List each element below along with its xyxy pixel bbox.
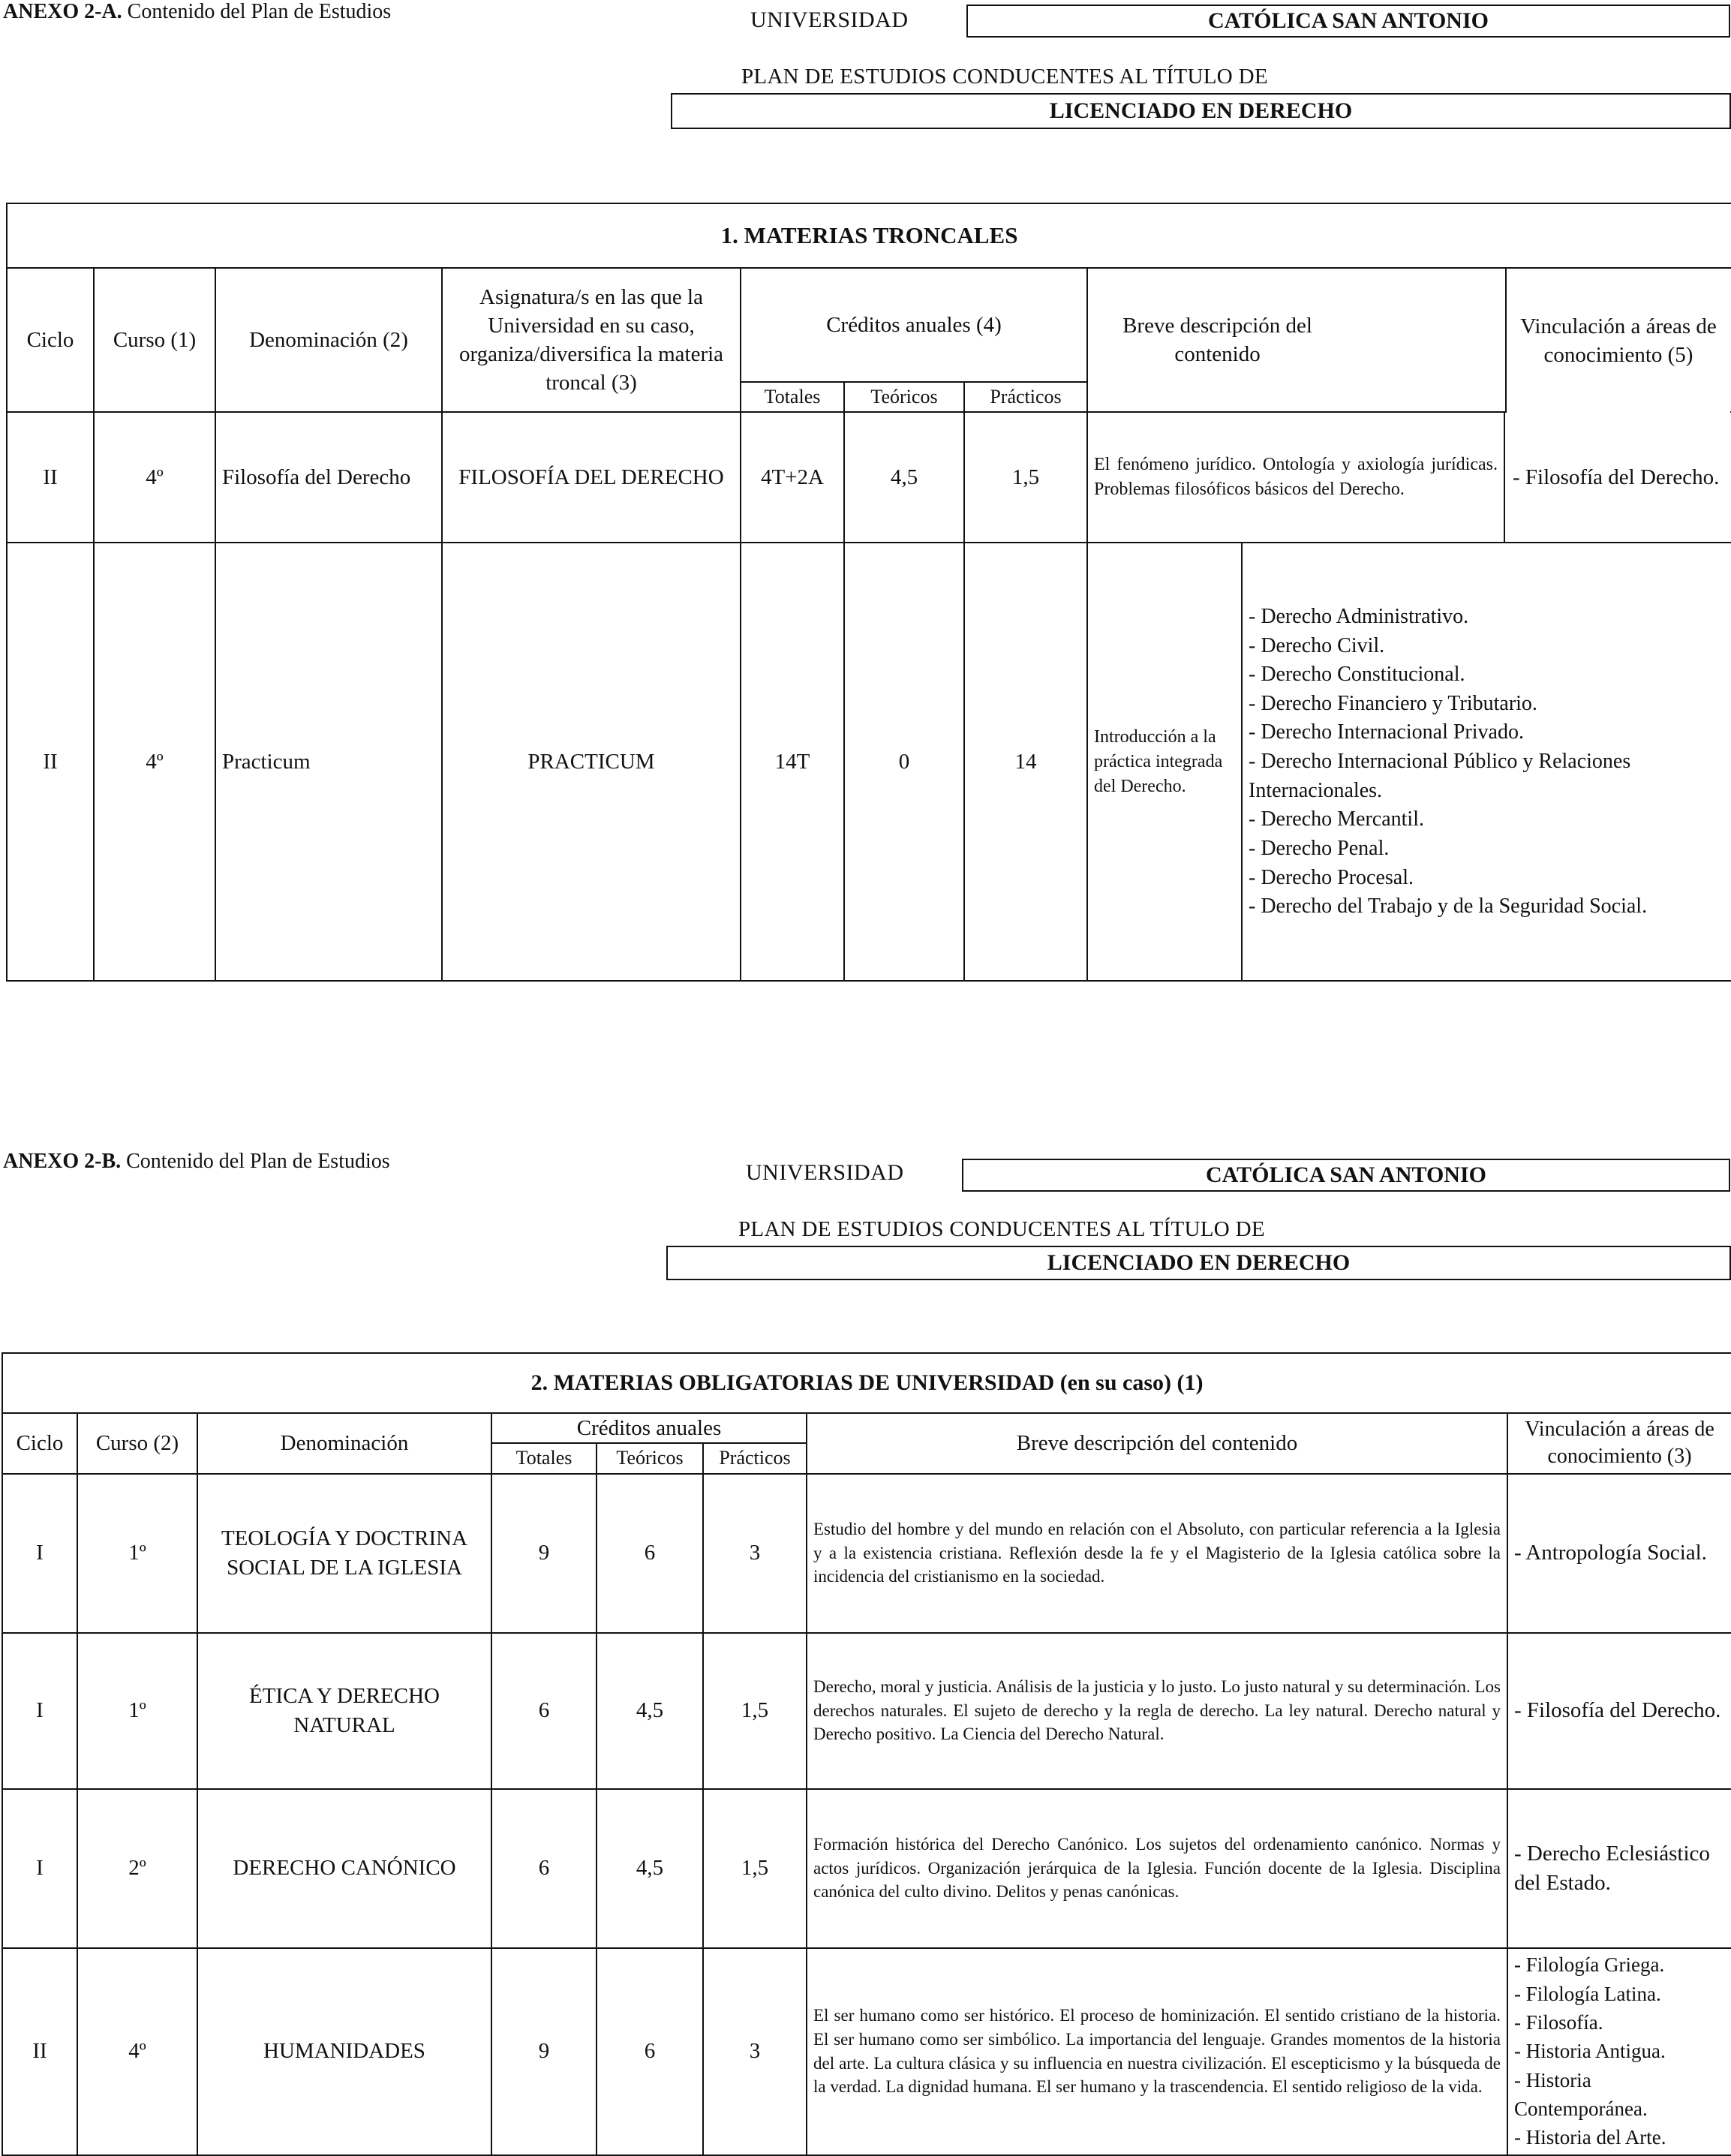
b-row3-ciclo: I	[2, 1789, 77, 1948]
list-item: - Filología Griega.	[1514, 1953, 1665, 1977]
b-row4-descripcion: El ser humano como ser histórico. El proceso de hominización. El sentido cristiano de la historia. El ser humano como ser simbólico. La importancia del lenguaje. Grandes momentos de la historia del arte. La cultura clásica y su influencia en nuestra civilización. El escepticismo y la búsqueda de la verdad. La dignidad humana. El ser humano y la trascendencia. El sentido religioso de la vida.	[807, 1948, 1507, 2155]
row1-descripcion: El fenómeno jurídico. Ontología y axiología jurídicas. Problemas filosóficos básicos del Derecho.	[1088, 413, 1505, 542]
list-item: - Derecho Procesal.	[1249, 865, 1414, 889]
titulo-box: LICENCIADO EN DERECHO	[671, 93, 1731, 129]
header-totales-b: Totales	[491, 1443, 597, 1473]
b-row1-denominacion: TEOLOGÍA Y DOCTRINA SOCIAL DE LA IGLESIA	[197, 1474, 491, 1633]
list-item: - Derecho Internacional Privado.	[1249, 720, 1524, 744]
universidad-label-b: UNIVERSIDAD	[746, 1160, 904, 1185]
universidad-name-box: CATÓLICA SAN ANTONIO	[966, 5, 1730, 38]
row2-practicos: 14	[964, 543, 1087, 981]
row1-curso: 4º	[94, 412, 215, 543]
list-item: - Filología Latina.	[1514, 1982, 1661, 2005]
table-title: 1. MATERIAS TRONCALES	[7, 203, 1731, 268]
row2-ciclo: II	[7, 543, 94, 981]
header-creditos: Créditos anuales (4)	[741, 268, 1087, 382]
list-item: - Historia Contemporánea.	[1514, 2068, 1648, 2121]
header-descripcion: Breve descripción del contenido	[1087, 268, 1731, 412]
row2-vinculacion-list	[1242, 543, 1731, 981]
list-item: - Derecho del Trabajo y de la Seguridad Social.	[1249, 895, 1648, 919]
row2-totales: 14T	[741, 543, 844, 981]
titulo-box-b: LICENCIADO EN DERECHO	[666, 1246, 1731, 1280]
row2-descripcion: Introducción a la práctica integrada del Derecho.	[1087, 543, 1242, 981]
list-item: - Derecho Penal.	[1249, 836, 1390, 860]
row2-teoricos: 0	[844, 543, 964, 981]
header-creditos-b: Créditos anuales	[491, 1413, 807, 1443]
header-teoricos-b: Teóricos	[597, 1443, 703, 1473]
b-row3-teoricos: 4,5	[597, 1789, 703, 1948]
header-practicos-b: Prácticos	[703, 1443, 807, 1473]
b-row3-practicos: 1,5	[703, 1789, 807, 1948]
list-item: - Derecho Administrativo.	[1249, 604, 1469, 628]
b-row1-descripcion: Estudio del hombre y del mundo en relación con el Absoluto, con particular referencia a la Iglesia y a la existencia cristiana. Reflexión desde la fe y el Magisterio de la Iglesia católica sobre la incidencia del cristianismo en la sociedad.	[807, 1474, 1507, 1633]
b-row2-ciclo: I	[2, 1633, 77, 1789]
row1-totales: 4T+2A	[741, 412, 844, 543]
header-teoricos: Teóricos	[844, 382, 964, 412]
materias-obligatorias-table	[2, 1352, 1731, 2156]
header-denominacion-b: Denominación	[197, 1413, 491, 1474]
b-row1-vinculacion: - Antropología Social.	[1507, 1474, 1731, 1633]
plan-label: PLAN DE ESTUDIOS CONDUCENTES AL TÍTULO DE	[741, 65, 1268, 89]
list-item: - Derecho Financiero y Tributario.	[1249, 691, 1537, 715]
row2-asignatura: PRACTICUM	[442, 543, 741, 981]
header-descripcion-b: Breve descripción del contenido	[807, 1413, 1507, 1474]
b-row3-denominacion: DERECHO CANÓNICO	[197, 1789, 491, 1948]
row1-denominacion: Filosofía del Derecho	[215, 412, 442, 543]
b-row3-vinculacion: - Derecho Eclesiástico del Estado.	[1507, 1789, 1731, 1948]
list-item: - Derecho Mercantil.	[1249, 807, 1424, 831]
list-item: - Historia Antigua.	[1514, 2040, 1666, 2063]
header-vinculacion-b: Vinculación a áreas de conocimiento (3)	[1507, 1413, 1731, 1474]
header-vinculacion: Vinculación a áreas de conocimiento (5)	[1505, 269, 1730, 413]
row1-ciclo: II	[7, 412, 94, 543]
header-curso-b: Curso (2)	[77, 1413, 197, 1474]
header-ciclo: Ciclo	[7, 268, 94, 412]
list-item: - Derecho Constitucional.	[1249, 663, 1465, 687]
b-row4-denominacion: HUMANIDADES	[197, 1948, 491, 2155]
list-item: - Filosofía.	[1514, 2011, 1603, 2034]
b-row4-teoricos: 6	[597, 1948, 703, 2155]
header-denominacion: Denominación (2)	[215, 268, 442, 412]
b-row1-teoricos: 6	[597, 1474, 703, 1633]
b-row2-practicos: 1,5	[703, 1633, 807, 1789]
b-row4-ciclo: II	[2, 1948, 77, 2155]
anexo-b-label: ANEXO 2-B. Contenido del Plan de Estudios	[3, 1150, 390, 1173]
row2-denominacion: Practicum	[215, 543, 442, 981]
b-row1-curso: 1º	[77, 1474, 197, 1633]
row1-teoricos: 4,5	[844, 412, 964, 543]
row1-vinculacion: - Filosofía del Derecho.	[1513, 465, 1720, 490]
table-title-b: 2. MATERIAS OBLIGATORIAS DE UNIVERSIDAD (en su caso) (1)	[2, 1353, 1731, 1413]
b-row3-totales: 6	[491, 1789, 597, 1948]
header-curso: Curso (1)	[94, 268, 215, 412]
header-asignatura: Asignatura/s en las que la Universidad en su caso, organiza/diversifica la materia troncal (3)	[442, 268, 741, 412]
row2-curso: 4º	[94, 543, 215, 981]
header-practicos: Prácticos	[964, 382, 1087, 412]
universidad-name-box-b: CATÓLICA SAN ANTONIO	[962, 1159, 1730, 1192]
b-row2-totales: 6	[491, 1633, 597, 1789]
b-row4-totales: 9	[491, 1948, 597, 2155]
b-row1-practicos: 3	[703, 1474, 807, 1633]
list-item: - Derecho Internacional Público y Relaciones Internacionales.	[1249, 750, 1631, 802]
b-row3-curso: 2º	[77, 1789, 197, 1948]
materias-troncales-table	[6, 203, 1731, 982]
header-ciclo-b: Ciclo	[2, 1413, 77, 1474]
row1-desc-vinc	[1087, 412, 1731, 543]
b-row4-practicos: 3	[703, 1948, 807, 2155]
b-row4-vinculacion-list	[1507, 1948, 1731, 2155]
b-row2-curso: 1º	[77, 1633, 197, 1789]
b-row2-vinculacion: - Filosofía del Derecho.	[1507, 1633, 1731, 1789]
b-row1-ciclo: I	[2, 1474, 77, 1633]
universidad-label: UNIVERSIDAD	[750, 8, 909, 32]
plan-label-b: PLAN DE ESTUDIOS CONDUCENTES AL TÍTULO DE	[738, 1217, 1265, 1241]
b-row2-descripcion: Derecho, moral y justicia. Análisis de la justicia y lo justo. Lo justo natural y su determinación. Los derechos naturales. El sujeto de derecho y la regla de derecho. La ley natural. Derecho natural y Derecho positivo. La Ciencia del Derecho Natural.	[807, 1633, 1507, 1789]
row1-practicos: 1,5	[964, 412, 1087, 543]
header-totales: Totales	[741, 382, 844, 412]
list-item: - Derecho Civil.	[1249, 633, 1385, 657]
b-row2-teoricos: 4,5	[597, 1633, 703, 1789]
b-row2-denominacion: ÉTICA Y DERECHO NATURAL	[197, 1633, 491, 1789]
list-item: - Historia del Arte.	[1514, 2126, 1666, 2149]
b-row3-descripcion: Formación histórica del Derecho Canónico. Los sujetos del ordenamiento canónico. Normas y actos jurídicos. Organización jerárquica de la Iglesia. Función docente de la Iglesia. Disciplina canónica del culto divino. Delitos y penas canónicas.	[807, 1789, 1507, 1948]
anexo-a-label: ANEXO 2-A. Contenido del Plan de Estudios	[3, 0, 392, 23]
b-row1-totales: 9	[491, 1474, 597, 1633]
row1-asignatura: FILOSOFÍA DEL DERECHO	[442, 412, 741, 543]
b-row4-curso: 4º	[77, 1948, 197, 2155]
